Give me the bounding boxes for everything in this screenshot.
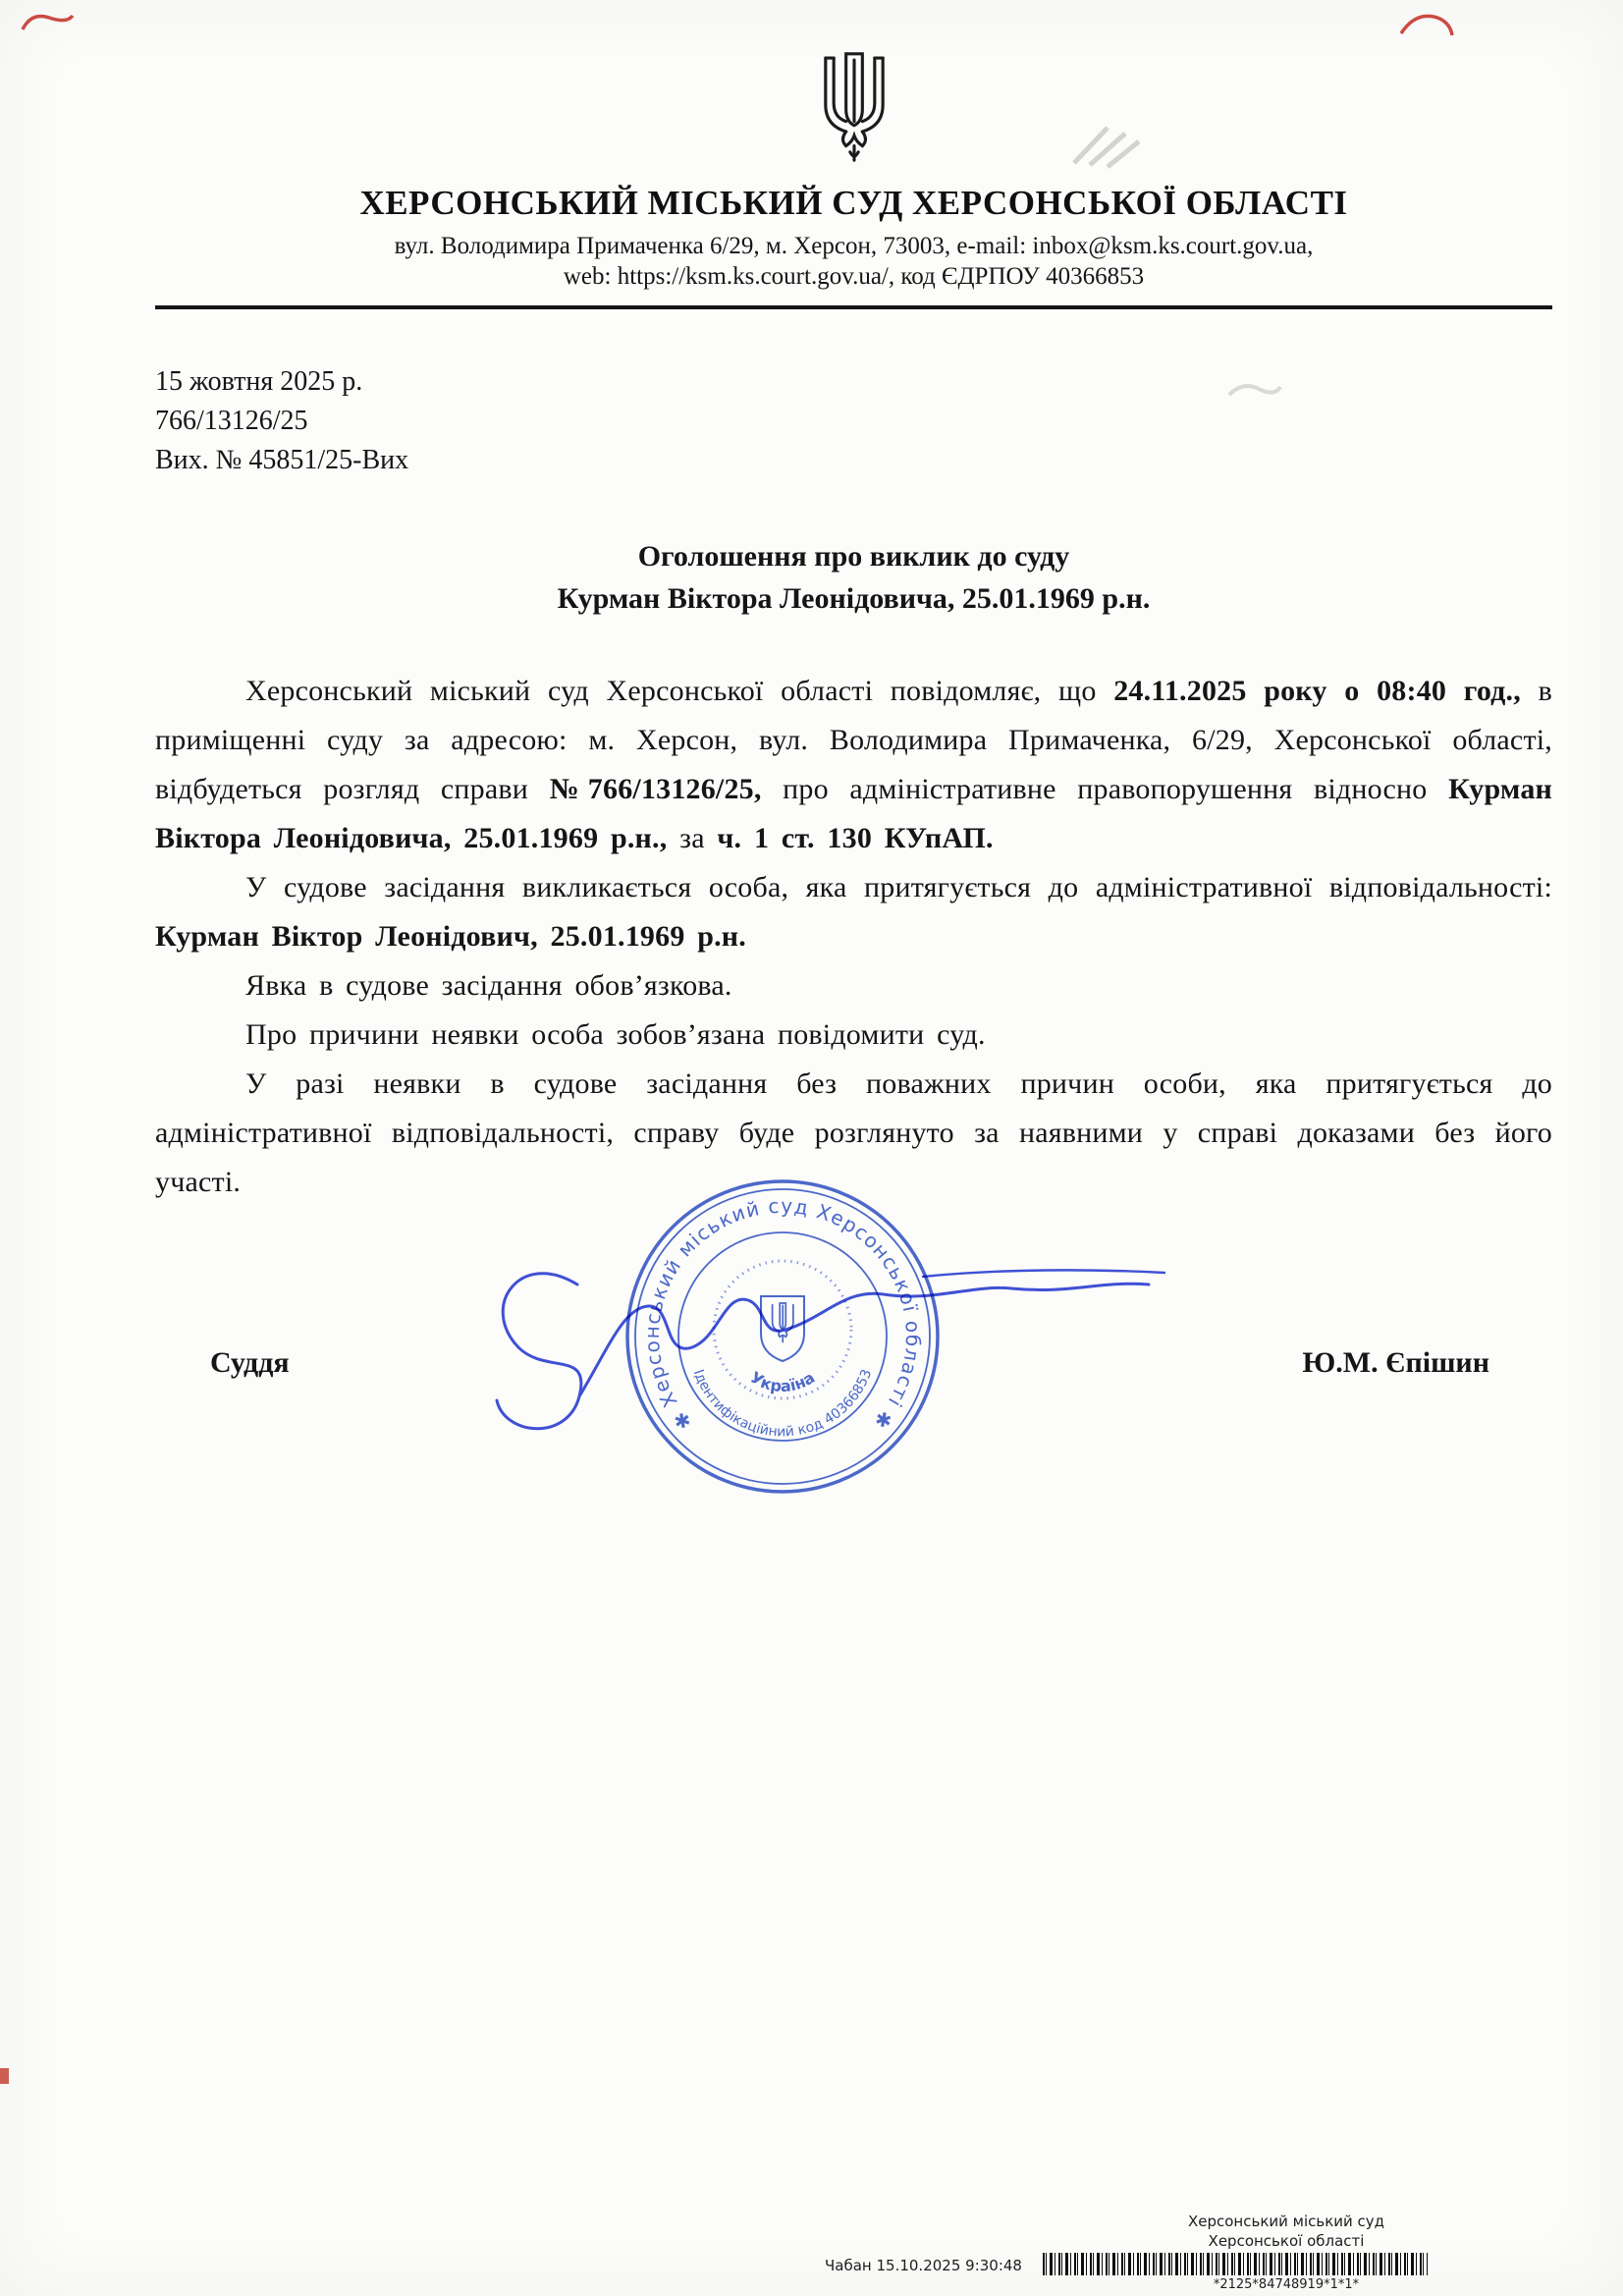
paragraph-text: в приміщенні суду за адресою: м. Херсон, вул. Володимира Примаченка, 6/29, Херсонської області, відбудеться розгляд справи — [155, 675, 1552, 805]
footer-court-line2: Херсонської області — [1208, 2232, 1365, 2250]
paragraph-text: Херсонський міський суд Херсонської області повідомляє, що — [245, 675, 1114, 707]
scan-artifact-red-top-right — [1398, 8, 1457, 41]
hearing-datetime: 24.11.2025 року о 08:40 год., — [1113, 675, 1521, 707]
court-address-line1: вул. Володимира Примаченка 6/29, м. Херсон, 73003, e-mail: inbox@ksm.ks.court.gov.ua, — [394, 233, 1314, 259]
court-address — [155, 231, 1552, 292]
paragraph-2 — [155, 863, 1552, 961]
case-number-bold: №766/13126/25, — [549, 773, 762, 805]
case-number: 766/13126/25 — [155, 406, 308, 436]
scan-artifact-red-edge — [0, 2068, 9, 2084]
defendant-name: Курман Віктор Леонідович, 25.01.1969 р.н. — [155, 920, 746, 953]
paragraph-text: про адміністративне правопорушення відносно — [761, 773, 1449, 805]
letterhead-divider — [155, 305, 1552, 309]
article-reference: ч. 1 ст. 130 КУпАП. — [717, 822, 994, 854]
court-name: ХЕРСОНСЬКИЙ МІСЬКИЙ СУД ХЕРСОНСЬКОЇ ОБЛАСТІ — [359, 184, 1348, 222]
paragraph-text: за — [667, 822, 718, 854]
document-title-line1: Оголошення про виклик до суду — [637, 540, 1070, 573]
letterhead — [155, 0, 1552, 174]
paragraph-text: У судове засідання викликається особа, яка притягується до адміністративної відповідальності: — [245, 871, 1552, 903]
scan-artifact-red-top-left — [20, 8, 77, 35]
paragraph-1 — [155, 667, 1552, 863]
barcode — [1043, 2253, 1428, 2275]
barcode-code: *2125*84748919*1*1* — [1213, 2277, 1360, 2292]
scan-artifact-smudge — [1068, 120, 1147, 171]
trident-emblem-icon — [805, 45, 903, 169]
defendant-name: Курман Віктора Леонідовича, 25.01.1969 р.н., — [155, 773, 1553, 854]
footer-court-name — [1119, 2212, 1453, 2251]
document-meta — [155, 362, 1552, 480]
footer-court-line1: Херсонський міський суд — [1187, 2213, 1385, 2230]
stamp-code-text: Ідентифікаційний код 40366853 — [689, 1367, 876, 1441]
stamp-ring-text: ✱ Херсонський міський суд Херсонської області ✱ — [639, 1193, 926, 1435]
paragraph-3: Явка в судове засідання обов’язкова. — [245, 969, 732, 1002]
scan-artifact-speckle — [1225, 375, 1284, 405]
stamp-country-text: Україна — [746, 1367, 819, 1396]
judge-signature — [461, 1190, 1188, 1465]
judge-label: Суддя — [210, 1346, 290, 1379]
print-operator-line: Чабан 15.10.2025 9:30:48 — [825, 2257, 1022, 2274]
paragraph-5: У разі неявки в судове засідання без поважних причин особи, яка притягується до адміністративної відповідальності, справу буде розглянуто за наявними у справі доказами без його участі. — [155, 1067, 1552, 1198]
document-title — [155, 535, 1552, 620]
judge-name: Ю.М. Єпішин — [1302, 1346, 1489, 1379]
document-body — [155, 667, 1552, 1207]
document-date: 15 жовтня 2025 р. — [155, 366, 363, 397]
outgoing-number: Вих. № 45851/25-Вих — [155, 445, 409, 475]
paragraph-4: Про причини неявки особа зобов’язана повідомити суд. — [245, 1018, 986, 1051]
court-address-line2: web: https://ksm.ks.court.gov.ua/, код ЄДРПОУ 40366853 — [563, 263, 1145, 290]
document-title-line2: Курман Віктора Леонідовича, 25.01.1969 р.н. — [557, 582, 1151, 615]
